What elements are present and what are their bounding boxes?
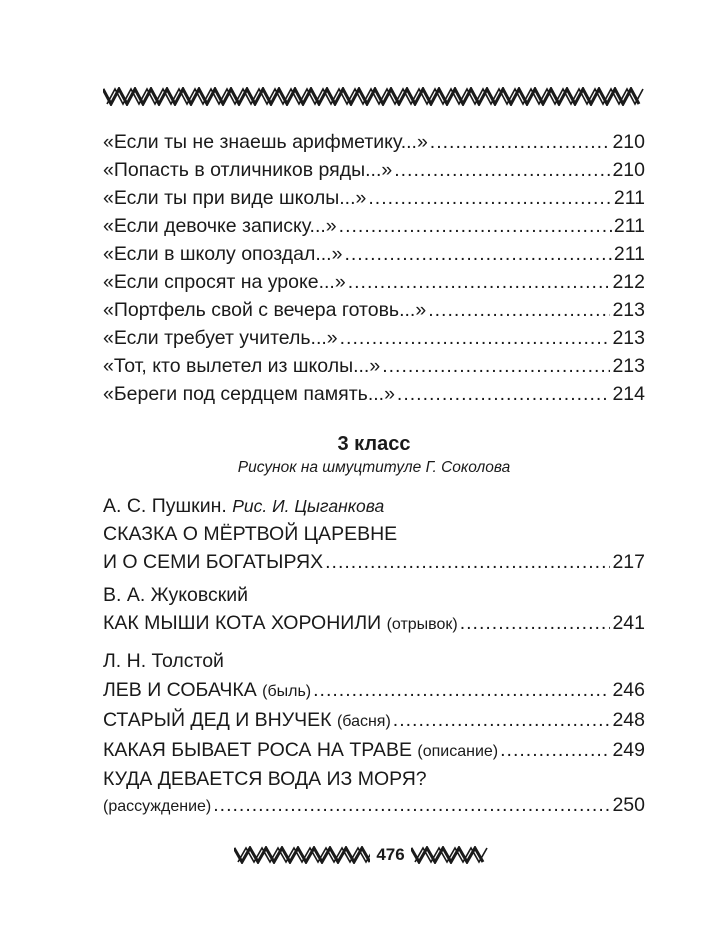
leader-dots — [394, 156, 610, 184]
toc-entry[interactable] — [103, 609, 645, 637]
section-title: 3 класс — [337, 433, 411, 455]
leader-dots — [313, 675, 610, 705]
leader-dots — [368, 184, 612, 212]
entry-page: 214 — [612, 383, 645, 405]
zigzag-ornament — [103, 87, 645, 106]
leader-dots — [460, 609, 611, 637]
toc-entry[interactable] — [103, 735, 645, 765]
entry-note: (отрывок) — [386, 616, 458, 633]
toc-entry[interactable] — [103, 675, 645, 705]
entry-page: 241 — [612, 612, 645, 634]
pushkin-entry — [103, 548, 645, 576]
entry-title: «Если в школу опоздал...» — [103, 243, 343, 265]
pushkin-title-line1: СКАЗКА О МЁРТВОЙ ЦАРЕВНЕ — [103, 523, 398, 545]
leader-dots — [213, 791, 610, 819]
leader-dots — [382, 352, 610, 380]
leader-dots — [344, 240, 611, 268]
entry-title-wrap — [103, 735, 498, 767]
zhukovsky-entry — [103, 609, 645, 637]
toc-entry[interactable] — [103, 212, 645, 240]
entry-title: «Тот, кто вылетел из школы...» — [103, 355, 381, 377]
entry-title: «Береги под сердцем память...» — [103, 383, 395, 405]
entry-page: 248 — [612, 709, 645, 731]
zigzag-ornament-left — [234, 846, 370, 864]
entry-title: «Если требует учитель...» — [103, 327, 338, 349]
entry-title-wrap — [103, 705, 391, 737]
entry-title-wrap — [103, 609, 458, 639]
entry-title: КАКАЯ БЫВАЕТ РОСА НА ТРАВЕ — [103, 739, 412, 761]
leader-dots — [500, 735, 610, 765]
top-decorative-border — [103, 87, 645, 106]
entry-title: КАК МЫШИ КОТА ХОРОНИЛИ — [103, 612, 382, 634]
entry-page: 211 — [613, 215, 645, 237]
toc-entry[interactable] — [103, 156, 645, 184]
entry-page: 213 — [612, 327, 645, 349]
entry-page: 211 — [613, 243, 645, 265]
illustrator: Рис. И. Цыганкова — [232, 496, 385, 516]
zigzag-ornament-right — [411, 846, 489, 864]
pushkin-author-line — [103, 492, 645, 520]
entry-page: 250 — [612, 794, 645, 816]
leader-dots — [430, 128, 611, 156]
leader-dots — [325, 548, 610, 576]
entry-title: ЛЕВ И СОБАЧКА — [103, 679, 257, 701]
entry-title: «Если ты при виде школы...» — [103, 187, 367, 209]
entry-page: 210 — [612, 159, 645, 181]
tolstoy-last-entry — [103, 791, 645, 819]
leader-dots — [393, 705, 611, 735]
author-name: А. С. Пушкин. — [103, 495, 227, 517]
toc-entry[interactable] — [103, 380, 645, 408]
toc-entry[interactable] — [103, 548, 645, 576]
entry-page: 213 — [612, 299, 645, 321]
toc-entry[interactable] — [103, 184, 645, 212]
page-number: 476 — [376, 845, 405, 864]
toc-entry[interactable] — [103, 296, 645, 324]
entry-page: 246 — [612, 679, 645, 701]
entry-page: 212 — [612, 271, 645, 293]
entry-page: 213 — [612, 355, 645, 377]
proverbs-list — [103, 128, 645, 408]
tolstoy-entries — [103, 675, 645, 765]
entry-title: «Если девочке записку...» — [103, 215, 337, 237]
entry-title: СТАРЫЙ ДЕД И ВНУЧЕК — [103, 709, 332, 731]
entry-page: 210 — [612, 131, 645, 153]
leader-dots — [340, 324, 611, 352]
leader-dots — [397, 380, 611, 408]
entry-page: 217 — [612, 551, 645, 573]
entry-note: (описание) — [417, 743, 499, 760]
leader-dots — [339, 212, 612, 240]
zhukovsky-author: В. А. Жуковский — [103, 584, 249, 606]
entry-note: (рассуждение) — [103, 798, 212, 815]
entry-title: «Если ты не знаешь арифметику...» — [103, 131, 428, 153]
entry-title: И О СЕМИ БОГАТЫРЯХ — [103, 551, 324, 573]
leader-dots — [348, 268, 611, 296]
entry-page: 249 — [612, 739, 645, 761]
entry-title-wrap — [103, 675, 311, 707]
page-footer — [0, 844, 723, 866]
toc-entry[interactable] — [103, 791, 645, 819]
entry-note: (быль) — [262, 683, 312, 700]
toc-entry[interactable] — [103, 240, 645, 268]
tolstoy-last-title: КУДА ДЕВАЕТСЯ ВОДА ИЗ МОРЯ? — [103, 768, 427, 790]
entry-title: «Попасть в отличников ряды...» — [103, 159, 393, 181]
toc-entry[interactable] — [103, 128, 645, 156]
toc-entry[interactable] — [103, 324, 645, 352]
entry-title: «Портфель свой с вечера готовь...» — [103, 299, 427, 321]
toc-entry[interactable] — [103, 352, 645, 380]
tolstoy-author: Л. Н. Толстой — [103, 650, 224, 672]
entry-title: «Если спросят на уроке...» — [103, 271, 346, 293]
leader-dots — [428, 296, 610, 324]
toc-entry[interactable] — [103, 268, 645, 296]
entry-page: 211 — [613, 187, 645, 209]
toc-entry[interactable] — [103, 705, 645, 735]
entry-note: (басня) — [336, 713, 391, 730]
section-subtitle: Рисунок на шмуцтитуле Г. Соколова — [237, 459, 511, 476]
